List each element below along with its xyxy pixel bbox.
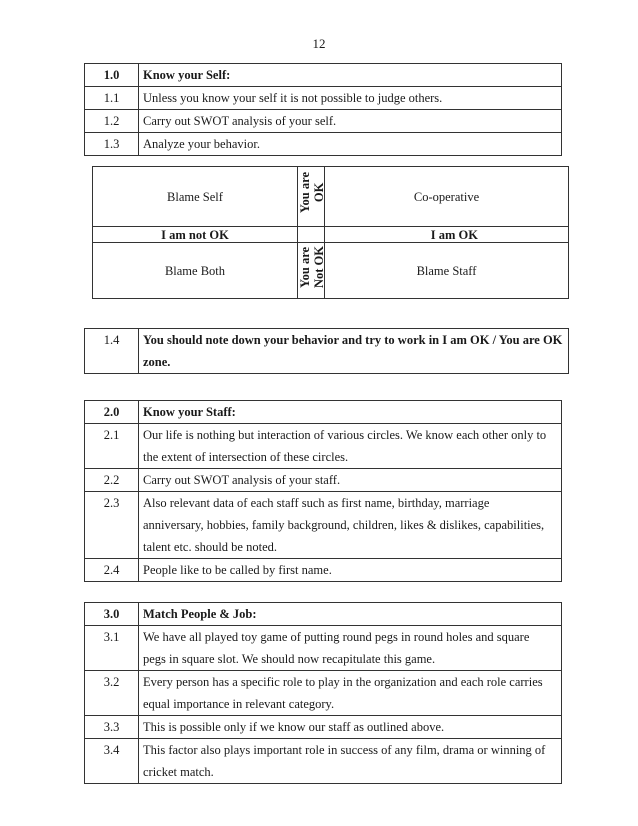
row-text: Carry out SWOT analysis of your staff. [139, 469, 562, 492]
matrix-top-mid [298, 167, 325, 227]
row-text: People like to be called by first name. [139, 559, 562, 582]
row-text: This is possible only if we know our staff as outlined above. [139, 716, 562, 739]
match-people-table [84, 602, 562, 784]
row-number: 3.2 [85, 671, 139, 716]
section-heading: Match People & Job: [139, 603, 562, 626]
matrix-mid-center [298, 227, 325, 243]
text-line: Our life is nothing but interaction of various circles. We know each other only to [143, 428, 547, 442]
row-text [139, 424, 562, 469]
text-line: We have all played toy game of putting round pegs in round holes and square [143, 630, 530, 644]
row-text: Unless you know your self it is not possible to judge others. [139, 87, 562, 110]
section-heading: Know your Self: [139, 64, 562, 87]
vertical-label: Not OK [312, 245, 326, 288]
row-text [139, 671, 562, 716]
row-number: 3.3 [85, 716, 139, 739]
know-yourself-table [84, 63, 562, 156]
row-number: 3.0 [85, 603, 139, 626]
row-number: 3.1 [85, 626, 139, 671]
row-number: 1.3 [85, 133, 139, 156]
text-line: You should note down your behavior and try to work in I am OK / You are OK [143, 333, 563, 347]
know-staff-table [84, 400, 562, 582]
row-number: 1.4 [85, 329, 139, 374]
row-number: 3.4 [85, 739, 139, 784]
row-number: 2.0 [85, 401, 139, 424]
text-line: Every person has a specific role to play in the organization and each role carries [143, 675, 543, 689]
page-number: 12 [312, 36, 326, 51]
row-number: 2.3 [85, 492, 139, 559]
row-number: 2.2 [85, 469, 139, 492]
text-line: This factor also plays important role in success of any film, drama or winning of [143, 743, 546, 757]
row-text: Carry out SWOT analysis of your self. [139, 110, 562, 133]
row-number: 1.1 [85, 87, 139, 110]
text-line: anniversary, hobbies, family background, children, likes & dislikes, capabilities, [143, 518, 545, 532]
matrix-bottom-left: Blame Both [93, 243, 298, 299]
vertical-label: You are [298, 172, 312, 214]
text-line: talent etc. should be noted. [143, 540, 277, 554]
row-text: Analyze your behavior. [139, 133, 562, 156]
text-line: Also relevant data of each staff such as first name, birthday, marriage [143, 496, 490, 510]
row-number: 2.4 [85, 559, 139, 582]
matrix-top-left: Blame Self [93, 167, 298, 227]
note-behavior-table [84, 328, 569, 374]
matrix-bottom-right: Blame Staff [325, 243, 569, 299]
row-text [139, 329, 569, 374]
row-number: 1.0 [85, 64, 139, 87]
row-text [139, 739, 562, 784]
row-text [139, 492, 562, 559]
matrix-mid-right: I am OK [325, 227, 569, 243]
matrix-mid-left: I am not OK [93, 227, 298, 243]
vertical-label: You are [298, 246, 312, 288]
text-line: equal importance in relevant category. [143, 697, 335, 711]
matrix-bottom-mid [298, 243, 325, 299]
vertical-label: OK [312, 183, 326, 203]
matrix-top-right: Co-operative [325, 167, 569, 227]
row-number: 1.2 [85, 110, 139, 133]
row-number: 2.1 [85, 424, 139, 469]
row-text [139, 626, 562, 671]
text-line: the extent of intersection of these circles. [143, 450, 349, 464]
section-heading: Know your Staff: [139, 401, 562, 424]
text-line: pegs in square slot. We should now recapitulate this game. [143, 652, 436, 666]
text-line: zone. [143, 355, 171, 369]
text-line: cricket match. [143, 765, 214, 779]
ok-matrix [92, 166, 569, 299]
